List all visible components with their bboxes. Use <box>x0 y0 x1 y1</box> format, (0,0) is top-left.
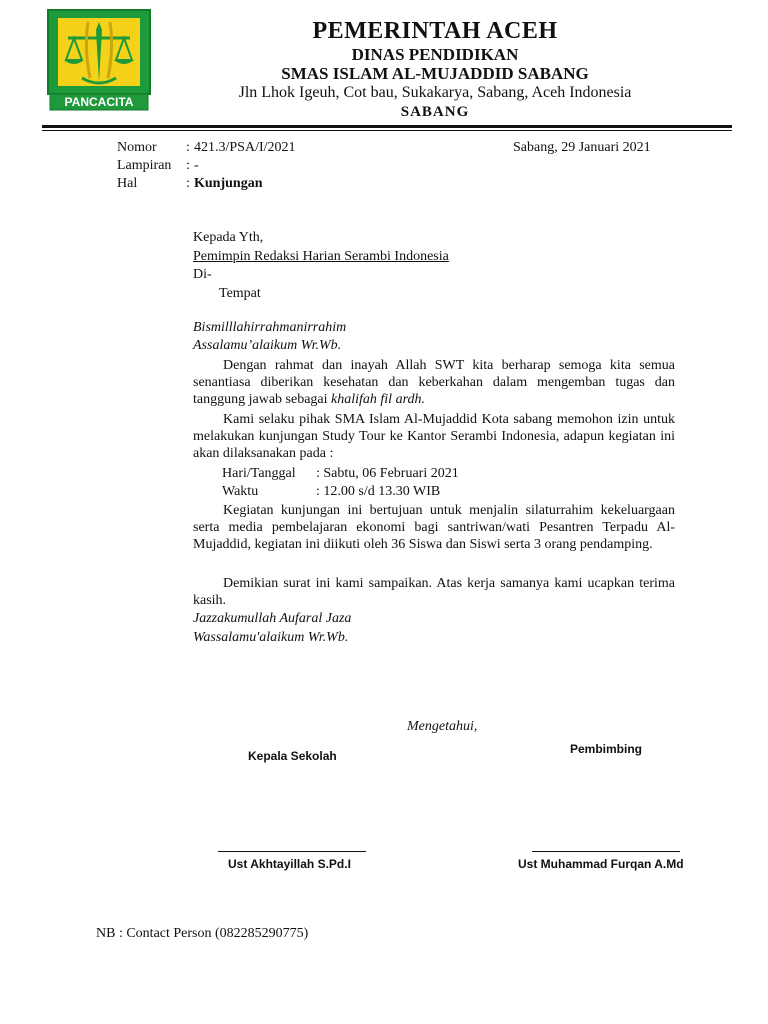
letterhead-city: SABANG <box>400 104 470 120</box>
right-signer-title: Pembimbing <box>570 742 643 756</box>
left-signer-name: Ust Akhtayillah S.Pd.I <box>228 857 351 871</box>
paragraph-2: Kami selaku pihak SMA Islam Al-Mujaddid Kota sabang memohon izin untuk melakukan kunjungan Study Tour ke Kantor Serambi Indonesia, adapun kegiatan ini akan dilaksanakan pada : <box>193 412 675 461</box>
emblem-label: PANCACITA <box>64 95 134 109</box>
nomor-value: 421.3/PSA/I/2021 <box>194 140 296 155</box>
letterhead-government: PEMERINTAH ACEH <box>312 18 558 44</box>
nomor-label: Nomor <box>117 140 157 155</box>
left-signer-title: Kepala Sekolah <box>248 749 337 763</box>
letterhead-school: SMAS ISLAM AL-MUJADDID SABANG <box>281 64 589 83</box>
paragraph-1-italic: khalifah fil ardh. <box>331 392 425 407</box>
right-signer-name: Ust Muhammad Furqan A.Md <box>518 857 684 871</box>
contact-note: NB : Contact Person (082285290775) <box>96 926 309 941</box>
right-signature-line <box>532 851 680 852</box>
recipient-di: Di- <box>193 267 212 282</box>
letterhead-department: DINAS PENDIDIKAN <box>351 45 519 64</box>
paragraph-1 <box>193 357 675 408</box>
lampiran-value: - <box>194 158 199 173</box>
opening-salam: Assalamu’alaikum Wr.Wb. <box>193 338 342 353</box>
paragraph-3: Kegiatan kunjungan ini bertujuan untuk menjalin silaturrahim kekeluargaan serta media pembelajaran ekonomi bagi santriwan/wati Pesantren Terpadu Al-Mujaddid, kegiatan ini diikuti oleh 36 Siswa dan Siswi serta 3 orang pendamping. <box>193 503 675 552</box>
hal-colon: : <box>186 176 190 191</box>
nomor-colon: : <box>186 140 190 155</box>
schedule-day-label: Hari/Tanggal <box>222 466 296 481</box>
school-emblem <box>44 8 154 112</box>
schedule-time-value: : 12.00 s/d 13.30 WIB <box>316 484 441 499</box>
mengetahui: Mengetahui, <box>407 719 478 734</box>
hal-value: Kunjungan <box>194 176 263 191</box>
bismillah: Bismilllahirrahmanirrahim <box>193 320 347 335</box>
closing-jazzakumullah: Jazzakumullah Aufaral Jaza <box>193 611 352 626</box>
schedule-day-value: : Sabtu, 06 Februari 2021 <box>316 466 459 481</box>
recipient-name: Pemimpin Redaksi Harian Serambi Indonesia <box>193 249 449 264</box>
paragraph-4: Demikian surat ini kami sampaikan. Atas kerja samanya kami ucapkan terima kasih. <box>193 576 675 608</box>
schedule-time-label: Waktu <box>222 484 259 499</box>
recipient-tempat: Tempat <box>219 286 261 301</box>
header-divider-thin <box>42 130 732 131</box>
hal-label: Hal <box>117 176 138 191</box>
lampiran-colon: : <box>186 158 190 173</box>
paragraph-1-text: Dengan rahmat dan inayah Allah SWT kita berharap semoga kita semua senantiasa diberikan kesehatan dan keberkahan dalam mengemban tugas dan tanggung jawab sebagai <box>193 358 675 407</box>
left-signature-line <box>218 851 366 852</box>
letter-date: Sabang, 29 Januari 2021 <box>513 140 651 155</box>
header-divider-thick <box>42 125 732 128</box>
lampiran-label: Lampiran <box>117 158 172 173</box>
recipient-greeting: Kepada Yth, <box>193 230 264 245</box>
closing-salam: Wassalamu'alaikum Wr.Wb. <box>193 630 349 645</box>
letterhead-address: Jln Lhok Igeuh, Cot bau, Sukakarya, Sabang, Aceh Indonesia <box>238 84 632 101</box>
